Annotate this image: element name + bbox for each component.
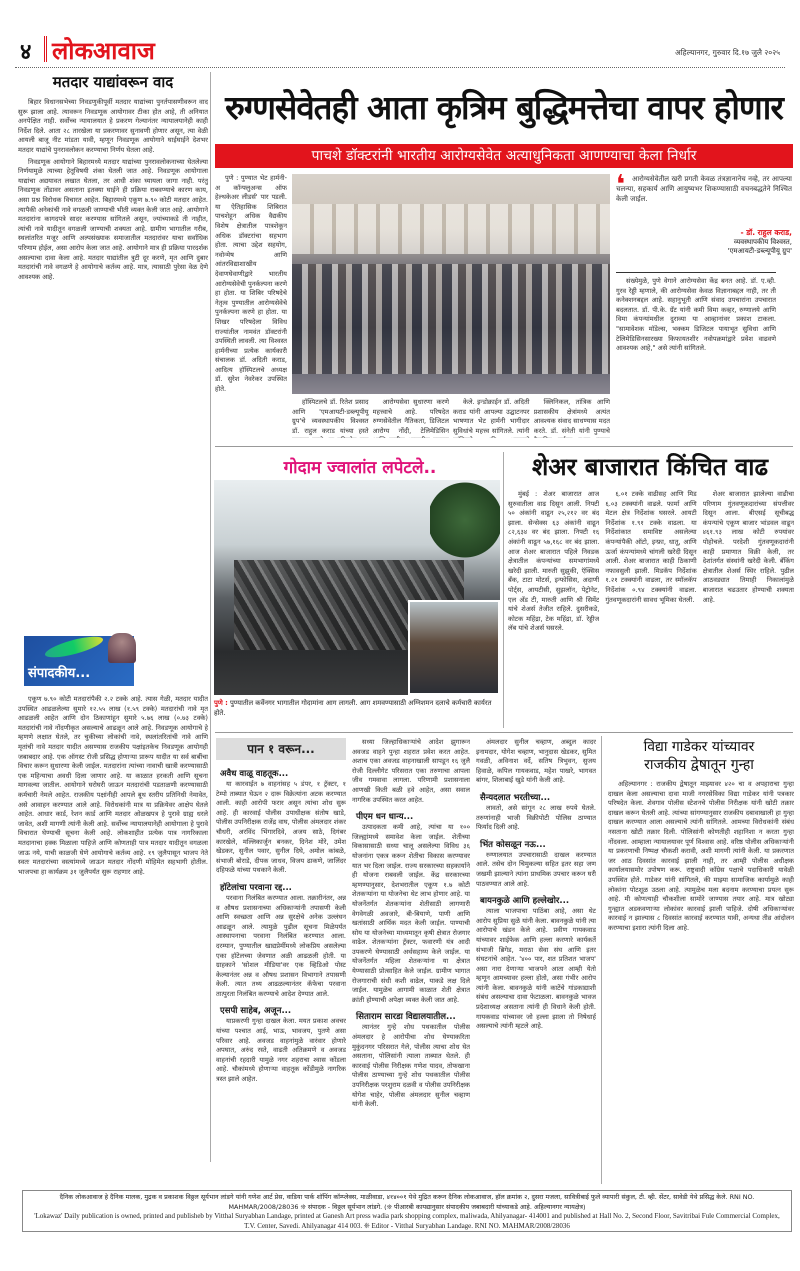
continued-title: पान १ वरून... <box>216 738 346 760</box>
paragraph: अहिल्यानगर : राजकीय द्वेषातून माझ्यावर ४२० चा व अपहाराचा गुन्हा दाखल केला असल्याचा दावा माजी नगरसेविका विद्या गाडेकर यांनी पत्रकार परिषदेत केला. शेवगाव पोलीस स्टेशनचे पोलीस निरीक्षक यांनी खोटी तक्रार दाखल करून घेतली आहे. त्यांच्या सांगण्यानुसार राजकीय दबावाखाली हा गुन्हा दाखल करण्यात आला असल्याचे त्यांनी सांगितले. आमच्या विरोधकांनी संबंध नसताना खोटी तक्रार दिली. पोलिसांनी कोणतीही शहानिशा न करता गुन्हा नोंदवला. आम्हाला न्यायालयावर पूर्ण विश्वास आहे. वरिष्ठ पोलीस अधिकाऱ्यांनी या प्रकरणाची निष्पक्ष चौकशी करावी, अशी मागणी त्यांनी केली. या प्रकरणात जर आठ दिवसांत कारवाई झाली नाही, तर आम्ही पोलीस अधीक्षक कार्यालयासमोर उपोषण करू. राष्ट्रवादी काँग्रेस पक्षाचे पदाधिकारी यावेळी उपस्थित होते. गाडेकर यांनी सांगितले, की माझ्या सामाजिक कार्यामुळे काही लोकांना पोटशूळ उठला आहे. त्यामुळेच मला बदनाम करण्याचा प्रयत्न सुरू आहे. मी कोणत्याही चौकशीला सामोरे जाण्यास तयार आहे. मात्र खोट्या गुन्ह्यात अडकवणाऱ्या लोकांवर कारवाई झाली पाहिजे. दोषी अधिकाऱ्यांवर कारवाई न झाल्यास ८ दिवसांत कारवाई करण्यात यावी, अन्यथा तीव्र आंदोलन करण्याचा इशारा त्यांनी दिला आहे. <box>608 780 794 932</box>
paragraph: निवडणूक आयोगाने बिहारमध्ये मतदार याद्यांच्या पुनरावलोकनाच्या घेतलेल्या निर्णयामुळे त्याच्या हेतूविषयी शंका घेतली जात आहे. निवडणूक आयोगाला याद्यांचा अद्ययावत लखात घेतला, तर आधी शंका घ्यायला जागा नाही. परंतु निवडणूक तोंडावर असताना इतक्या घाईने ही प्रक्रिया राबवण्याचे कारण काय, असा प्रश्न विरोधक विचारत आहेत. बिहारमध्ये एकूण ७.९० कोटी मतदार आहेत. त्यापैकी अनेकांची नावे वगळली जाण्याची भीती व्यक्त केली जात आहे. आयोगाने मतदारांना कागदपत्रे सादर करण्यास सांगितले असून, ज्यांच्याकडे ती नाहीत, त्यांची नावे यादीतून वगळली जाण्याची शक्यता आहे. ग्रामीण भागातील गरीब, स्थलांतरित मजूर आणि अल्पसंख्याक समाजातील मतदारांवर याचा सर्वाधिक परिणाम होईल, असा आरोप केला जात आहे. आयोगाने मात्र ही प्रक्रिया पारदर्शक असल्याचा दावा केला आहे. मतदार याद्यांतील त्रुटी दूर करणे, मृत आणि दुबार मतदारांची नावे वगळणे हे आयोगाचे कर्तव्य आहे. मात्र, त्यासाठी पुरेसा वेळ देणे आवश्यक आहे. <box>18 157 208 281</box>
main-headline: रुग्णसेवेतही आता कृत्रिम बुद्धिमत्तेचा वापर होणार <box>225 88 783 127</box>
section-text: परवाना निलंबित करण्यात आला. तक्रारीनंतर, अन्न व औषध प्रशासनाच्या अधिकाऱ्यांनी तपासणी केली आणि स्वच्छता आणि अन्न सुरक्षेचे अनेक उल्लंघन आढळून आले. त्यामुळे पुढील सूचना मिळेपर्यंत आस्थापनाचा परवाना निलंबित करण्यात आला. दरम्यान, पुण्यातील खाद्यप्रेमींमध्ये लोकप्रिय असलेल्या एका हॉटेलच्या जेवणात अळी आढळली होती. या ग्राहकाने 'सोशल मीडिया'वर एक व्हिडिओ पोस्ट केल्यानंतर अन्न व औषध प्रशासन विभागाने तपासणी केली. त्यात तथ्य आढळल्यानंतर कॅफेचा परवाना तात्पुरता निलंबित करण्याचे आदेश देण्यात आले. <box>216 893 346 998</box>
page-number: ४ <box>20 40 32 65</box>
quote-text: आरोग्यसेवेतील खरी प्रगती केवळ तंत्रज्ञानानेच नव्हे, तर आपल्या चलन्या, सहकार्य आणि आयुष्यभर शिकण्यासाठी वचनबद्धतेने निश्चित केली जाईल. <box>616 175 792 203</box>
section-text: रुग्णालयात उपचारासाठी दाखल करण्यात आले. तसेच दोन चिमुकल्या सहित इतर सहा जण जखमी झाल्याने त्यांना प्राथमिक उपचार करून घरी पाठवण्यात आले आहे. <box>476 850 596 888</box>
section-divider <box>215 732 793 733</box>
paragraph: पुणे : पुण्यात भेट हार्मनी-अ कॉन्फ्लुअन्स ऑफ हेल्थकेअर लीडर्स' पार पडली. या ऐतिहासिक शिबिरात पाचशेहून अधिक वैद्यकीय विशेष क्षेत्रातील पात्रशेकून अधिक डॉक्टरांचा सहभाग होता. त्याचा उद्देश सहयोग, नवोन्मेष आणि आंतरविद्याशाखीय देवाणघेवाणीद्वारे भारतीय आरोग्यसेवेची पुनर्कल्पना करणे हा होता. या शिबिर परिषदेचे नेतृत्व पुण्यातील आरोग्यसेवेचे पुनर्कल्पना करणे हा होता. या शिखर परिषदेला विविध राज्यांतील नामवंत डॉक्टरांनी उपस्थिती लावली. त्या विश्वस्त हार्मनीच्या प्रत्येक कार्यकारी संचालक डॉ. अदिती कराड, आदित्य हॉस्पिटलचे अध्यक्ष डॉ. सुरेश नेवरेकर उपस्थित होते. <box>215 174 287 394</box>
main-story-right-col <box>616 277 776 437</box>
fire-photo-caption <box>214 699 500 718</box>
main-story-col1 <box>215 174 287 436</box>
section-text: सध्या जिल्हाधिकाऱ्यांचे आदेश झुगारून अवजड वाहने पुन्हा शहरात प्रवेश करत आहेत. अशाच एका अवजड वाहनाखाली सापडून १६ जुलै रोजी दिल्लीगेट परिसरात एका तरुणाचा आपला जीव गमवावा लागला. परिणामी प्रशासनाला आणखी किती बळी हवे आहेत, असा सवाल नागरिक उपस्थित करत आहेत. <box>352 738 470 804</box>
quote-mark-icon: ❛ <box>616 170 626 200</box>
quote-author: - डॉ. राहुल कराड, <box>740 228 792 237</box>
dateline: अहिल्यानगर, गुरुवार दि.१७ जुलै २०२५ <box>675 48 780 57</box>
imprint-english: 'Lokawaz' Daily publication is owned, printed and publisheb by Vitthal Suryabhan Landage, printed at Ganesh Art press wadia park shopping complex, maliwada, Ahilyanagar- 414001 and published at Hall No. 2, Second Floor, Savitribai Fule Commercial Complex, T.V. Center, Savedi. Ahilyanagar 414 003. ❊ Editor - Vitthal Suryabhan Landage. RNI NO. MAHMAR/2008/28036 <box>34 1212 780 1230</box>
paragraph: बिहार विधानसभेच्या निवडणुकीपूर्वी मतदार याद्यांच्या पुनर्तपासणीवरून वाद सुरू झाला आहे. त्यावरून निवडणूक आयोगावर टीका होत आहे, ती अनियात अनपेक्षित नाही. सर्वोच्च न्यायालयात हे प्रकरण गेल्यानंतर न्यायालयानेही काही निर्देश दिले. आता २८ तारखेला या प्रकरणावर सुनावणी होणार असून, त्या वेळी आयली बाजू नीट मांडता यावी, म्हणून निवडणूक आयोगाने घाईघाईने देशभर मतदार याद्यांचे पुनरावलोकन करण्याचा निर्णय घेतला आहे. <box>18 98 208 154</box>
section-title: एसपी साहेब, अजून... <box>220 1006 292 1017</box>
section-text: या कारवाईत ७ वाहनांसह ५ डंपर, १ ट्रॅक्टर, १ टेम्पो ताब्यात घेऊन २ दारू विक्रेत्यांना अटक करण्यात आली. काही आरोपी फरार असून त्यांचा शोध सुरू आहे. ही कारवाई पोलीस उपाधीक्षक संतोष खाडे, पोलीस उपनिरीक्षक राजेंद्र वाघ, पोलीस अंमलदार शंकर चौधरी, अरविंद भिंगारदिवे, अजय साठे, दिगंबर कारखेले, मल्लिकार्जुन बनकर, दिनेश मोरे, उमेश खेडकर, सुनील पवार, सुनील दिघे, अमोल कांबळे, संभाजी बोराडे, दीपक जाधव, विजय ढाकणे, जालिंदर दहिफळे यांच्या पथकाने केली. <box>216 780 346 875</box>
masthead-rule <box>15 67 785 68</box>
section-divider <box>215 446 793 447</box>
section-title: बायनकुळे आणि हल्लेखोर... <box>480 896 570 907</box>
feather-icon <box>43 632 105 661</box>
main-story-col <box>373 398 450 438</box>
share-story-col <box>703 490 794 726</box>
left-story <box>18 72 208 1162</box>
inkpot-icon <box>108 633 136 663</box>
caption-place: पुणे : <box>214 699 228 707</box>
section-text: लावतो, असे सांगून २८ लाख रुपये घेतले. तरुणांनाही भाजी विक्रीपोटी पोलिस ठाण्यात फिर्याद दिली आहे. <box>476 803 596 832</box>
paragraph: मुंबई : शेअर बाजारात आज सुरुवातीला वाढ दिसून आली. निफ्टी ५० अंकांनी वाढून २५,२१२ वर बंद झाला. सेन्सेक्स ६३ अंकांनी वाढून ८२,६३४ वर बंद झाला. निफ्टी १६ अंकांनी वाढून ५७,१६८ वर बंद झाला. आज शेअर बाजारात पहिले निवडक क्षेत्रातील कंपन्यांच्या समभागांमध्ये खरेदी झाली. मारुती सुझुकी, ऍक्सिस बँक, टाटा मोटर्स, इन्फोसिस, अदाणी पोर्ट्स, आयटीसी, सुझलॉन, पेट्रोनेट, एल अँड टी, मारुती आणि श्री सिमेंट यांचे शेअर्स तेजीत राहिले. दुसरीकडे, कोटक महिंद्रा, टेक महिंद्रा, डॉ. रेड्डीज लॅब यांचे शेअर्स घसरले. <box>508 490 600 633</box>
imprint-footer <box>22 1190 792 1232</box>
paragraph: क्लिनिकल, तांत्रिक आणि प्रशासकीय क्षेत्रांमध्ये अत्यंत आवश्यक संवाद साधण्यास मदत करते. डॉ. संनेती यांनी पुण्याचे <box>533 398 610 435</box>
main-subheadline: पाचशे डॉक्टरांनी भारतीय आरोग्यसेवेत अत्याधुनिकता आणण्याचा केला निर्धार <box>215 144 793 168</box>
share-story-col <box>508 490 599 726</box>
caption-text: पुण्यातील कर्वेनगर भागातील गोदामांना आग लागली. आग शमवण्यासाठी अग्निशमन दलाचे कर्मचारी कार्यरत होते. <box>214 699 492 717</box>
left-story-body <box>18 98 208 633</box>
paragraph: केले. इन्डोक्राईन डॉ. अदिती कराड यांनी आपल्या उद्घाटनपर भाषणात भेट हार्मनी भागीदार सुविधांचे महत्त्व सांगितले. त्यांनी <box>453 398 530 435</box>
main-story-col <box>534 398 611 438</box>
paragraph: हॉस्पिटलचे डॉ. रितेश प्रसाद आणि 'एमआयटी-डब्ल्यूपीयू ग्रुप'चे व्यवस्थापकीय विश्वस्त डॉ. राहुल कराड यांच्या हस्ते <box>292 398 369 435</box>
paragraph: एकूण ७.९० कोटी मतदारांपैकी २.२ टक्के आहे. त्यास गेळी, मतदार यादीत उपस्थित आढळलेल्या सुमारे १२.५५ लाख (१.५९ टक्के) मतदारांची नावे मृत आढळली आहेत आणि दोन ठिकाणांहून सुमारे ५.७६ लाख (०.७३ टक्के) मतदारांची नावे नोंदणीकृत असल्याचे आढळून आले आहे. निवडणूक आयोगाचे हे म्हणणे लक्षात घेतले, तर चुकीच्या लोकांची नावे, स्थलांतरितांची नावे आणि मृतांची नावे मतदार यादीत असण्यास राजकीय पक्षांइतकेच निवडणूक आयोगही जबाबदार आहे. एक ऑगस्ट रोजी प्रसिद्ध होणाऱ्या प्रारूप यादीत या सर्व बाबींचा विचार करून सुधारणा केली जाईल. मतदारांना त्यांच्या नावाची खात्री करण्यासाठी एक महिन्याचा अवधी दिला जाणार आहे. या काळात हरकती आणि सूचना मागवल्या जातील. आयोगाने घरोघरी जाऊन मतदारांची पडताळणी करण्यासाठी कर्मचारी नेमले आहेत. राजकीय पक्षांनीही आपले बूथ स्तरीय प्रतिनिधी नेमावेत, असे आवाहन करण्यात आले आहे. विरोधकांनी मात्र या प्रक्रियेवर आक्षेप घेतले आहेत. आधार कार्ड, रेशन कार्ड आणि मतदार ओळखपत्र हे पुरावे ग्राह्य धरले जावेत, अशी मागणी त्यांनी केली आहे. सर्वोच्च न्यायालयानेही आयोगाला हे पुरावे विचारात घेण्याची सूचना केली आहे. लोकशाहीत प्रत्येक पात्र नागरिकाला मतदानाचा हक्क मिळाला पाहिजे आणि कोणताही पात्र मतदार यादीतून वगळला जाऊ नये, याची काळजी घेणे आयोगाचे कर्तव्य आहे. १९ जुलैपासून भाजप नेते स्वतः मतदारांच्या वस्त्यांमध्ये जाऊन मतदार नोंदणी मोहिमेत सहभागी होतील. भाजपचा हा कार्यक्रम ३१ जुलैपर्यंत सुरू राहणार आहे. <box>18 695 208 876</box>
section-text: त्यानंतर गुन्हे शोध पथकातील पोलीस अंमलदार हे आरोपीचा शोध घेण्याकरिता मुकुंदनगर परिसरात गेले, पोलीस त्याचा शोध घेत असताना, पोलिसांनी त्याला ताब्यात घेतले. ही कारवाई पोलीस निरीक्षक गणेश यादव, तोफखाना पोलीस ठाण्याच्या गुन्हे शोध पथकातील पोलीस उपनिरीक्षक परशुराम दळवी व पोलीस उपनिरीक्षक योगेश चाहेर, पोलीस अंमलदार सुनील चव्हाण यांनी केली. <box>352 1023 470 1109</box>
fireman-inset-photo <box>408 600 500 695</box>
paragraph: ६.०१ टक्के वाढीसह आणि मिड ६.०३ टक्क्यांनी वाढले. फार्मा आणि मेटल क्षेत्र निर्देशांक घसरले. आयटी निर्देशांक १.९१ टक्के वाढला. या निर्देशांकात समाविष्ट असलेल्या कंपन्यांपैकी ऑटो, इन्फ्रा, धातू, आणि ऊर्जा कंपन्यांमध्ये चांगली खरेदी दिसून आली. शेअर बाजारात काही ठिकाणी नफावसुली झाली. मिडकॅप निर्देशांक १.२१ टक्क्यांनी वाढला, तर स्मॉलकॅप निर्देशांक ०.९४ टक्क्यांनी वाढला. गुंतवणूकदारांनी सावध भूमिका घेतली. <box>605 490 697 604</box>
paragraph: आरोग्यसेवा सुधारणा करणे महत्त्वाचे आहे. परिषदेत रुग्णसेवेतील नैतिकता, डिजिटल आरोग्य नोंदी, टेलिमेडिसिन <box>372 398 449 435</box>
section-title: सिताराम सारडा विद्यालयातील... <box>356 1012 456 1023</box>
section-title: सैन्यदलात भरतीच्या... <box>480 792 551 803</box>
masthead-divider <box>44 36 47 62</box>
section-title: पीएम धन धान्य... <box>356 812 414 823</box>
section-title: हॉटेलांचा परवाना रद्द... <box>220 882 292 893</box>
share-headline: शेअर बाजारात किंचित वाढ <box>531 453 769 481</box>
left-story-body-continued <box>18 695 208 1155</box>
main-story-col <box>292 398 369 438</box>
vidya-story-body <box>608 780 794 1184</box>
share-story-col <box>605 490 696 726</box>
main-story-col <box>453 398 530 438</box>
pull-quote <box>616 170 792 270</box>
conference-photo <box>292 174 610 394</box>
imprint-marathi: दैनिक लोकआवाज हे दैनिक मालक, मुद्रक व प्रकाशक विठ्ठल सूर्यभान लांडगे यांनी गणेश आर्ट प्रेस, वाडिया पार्क शॉपिंग कॉम्प्लेक्स, माळीवाडा, ४१४००१ येथे मुद्रित करून दैनिक लोकआवाज, हॉल क्रमांक २, दुसरा मजला, सावित्रीबाई फुले व्यापारी संकुल, टी. व्ही. सेंटर, सावेडी येथे प्रसिद्ध केले. RNI NO. MAHMAR/2008/28036 ❊ संपादक - विठ्ठल सूर्यभान लांडगे. (❊ पीआरबी कायद्यानुसार संपादकीय जबाबदारी यांच्याकडे आहे. अहिल्यानगर न्यायक्षेत्र) <box>59 1193 755 1211</box>
editorial-badge-label: संपादकीय... <box>28 666 91 681</box>
quote-org: 'एमआयटी-डब्ल्यूपीयू ग्रुप' <box>727 247 792 255</box>
section-text: उत्पादकता कमी आहे, त्यांचा या १०० जिल्ह्यांमध्ये समावेश केला जाईल. शेतीच्या विकासासाठी सध्या चालू असलेल्या विविध ३६ योजनांना एकत्र करून शेतीचा विकास करण्यावर यात भर दिला जाईल. राज्य सरकारच्या सहकार्याने ही योजना राबवली जाईल. केंद्र सरकारच्या म्हणण्यानुसार, देशभरातील एकूण १.७ कोटी शेतकऱ्यांना या योजनेचा थेट लाभ होणार आहे. या योजनेंतर्गत शेतकऱ्यांना शेतीसाठी लागणारी वेगवेगळी अवजारे, बी-बियाणे, पाणी आणि खतांसाठी आर्थिक मदत केली जाईल. पाण्याची सोय या योजनेच्या माध्यमातून कृषी क्षेत्रात रोजगार वाढेल. शेतकऱ्यांना ट्रॅक्टर, फवारणी यंत्र आदी उपकरणे घेण्यासाठी अर्थसहाय्य केले जाईल. या योजनेंतर्गत महिला शेतकऱ्यांना या क्षेत्रात येण्यासाठी प्रोत्साहित केले जाईल. ग्रामीण भागात रोजगाराची संधी कशी वाढेल, याकडे लक्ष दिले जाईल. यामुळेच आगामी काळात शेती क्षेत्रात क्रांती होण्याची अपेक्षा व्यक्त केली जात आहे. <box>352 823 470 1004</box>
headline-line: राजकीय द्वेषातून गुन्हा <box>644 757 754 773</box>
section-title: भिंत कोसळून नऊ... <box>480 839 546 850</box>
vidya-headline <box>604 738 794 774</box>
paragraph: शेअर बाजारात झालेल्या वाढीचा परिणाम गुंतवणूकदारांच्या संपत्तीवर दिसून आला. बीएसई सूचीबद्ध कंपन्यांचे एकूण बाजार भांडवल वाढून ४६१.९३ लाख कोटी रुपयांवर पोहोचले. परदेशी गुंतवणूकदारांनी काही प्रमाणात विक्री केली, तर देशांतर्गत संस्थांनी खरेदी केली. बँकिंग क्षेत्रातील शेअर्स स्थिर राहिले. पुढील आठवड्यात तिमाही निकालांमुळे बाजारात चढउतार होण्याची शक्यता आहे. <box>702 490 794 604</box>
section-text: याप्रकरणी गुन्हा दाखल केला. मयत प्रकाश अवचर यांच्या पश्चात आई, भाऊ, भावजय, पुतणे असा परिवार आहे. अवजड वाहनांमुळे वारंवार होणारे अपघात, अरुंद रस्ते, वाढती अतिक्रमणे व अवजड वाहनांची रहदारी यामुळे नगर शहराचा श्वास कोंडला आहे. चौकांमध्ये होणाऱ्या वाहतूक कोंडीमुळे नागरिक त्रस्त झाले आहेत. <box>216 1017 346 1084</box>
headline-line: विद्या गाडेकर यांच्यावर <box>643 739 755 755</box>
quote-role: व्यवस्थापकीय विश्वस्त, <box>733 238 792 246</box>
godown-headline: गोदाम ज्वालांत लपेटले.. <box>283 458 437 478</box>
section-title: अवैध वाळू वाहतूक... <box>220 769 289 779</box>
left-story-headline: मतदार याद्यांवरून वाद <box>52 73 174 91</box>
logo: लोकआवाज <box>52 37 155 65</box>
paragraph: संख्येमुळे, पुणे वेगाने आरोग्यसेवा केंद्र बनत आहे. डॉ. ए.व्ही. गुरव रेड्डी म्हणाले, की आरोग्यसेवा केवळ विज्ञानाबद्दल नाही, तर ती कनेक्शनबद्दल आहे. सहानुभूती आणि संवाद उपचारांना उपचारात बदलतात. डॉ. पी.के. ग्रँट यांनी कमी विमा कव्हर, रुग्णालये आणि विमा कंपन्यांमधील दुराव्या या आव्हानांवर प्रकाश टाकला. "सामावेशक मॉडेल्स, भक्कम डिजिटल पायाभूत सुविधा आणि टेलिमेडिसिनसारख्या किफायतशीर नवोपक्रमांद्वारे प्रवेश वाढवणे आवश्यक आहे," असे त्यांनी सांगितले. <box>616 277 776 353</box>
section-text: अंमलदार सुनील चव्हाण, अब्दुल कादर इनामदार, योगेश चव्हाण, भानुदास खेडकर, सुमित गवळी, अविनाश वर्दे, सतिष त्रिभुवन, सुजय हिवाळे, कपिल गायकवाड, महेश पाखरे, भागवत बांगर, शिलाबाई खुडे यांनी केली आहे. <box>476 738 596 785</box>
section-text: त्याला भाजपाचा पाठिंबा आहे, असा थेट आरोप सुप्रिया सुळे यांनी केला. बावनकुळे यांनी त्या आरोपाचे खंडन केले आहे. प्रवीण गायकवाड यांच्यावर शाईफेक आणि हल्ला करणारे कार्यकर्ते संभाजी ब्रिगेड, मराठा सेवा संघ आणि इतर संघटनांचे आहेत. '४०० पार, शत प्रतिशत भाजप' असा नारा देणाऱ्या भाजपने आता आम्ही येतो म्हणून आमच्यावर हल्ला होतो, असा गंभीर आरोप त्यांनी केला. बावनकुळे यांनी काटेंचे गांडकाद्याशी संबंध असल्याचा दावा फेटाळला. बावनकुळे भावज प्रदेशाध्यक्ष असताना त्यांनी ही विधाने केली होती. गायकवाड यांच्यावर जो हल्ला झाला तो निषेधार्ह असल्याचे त्यांनी म्हटले आहे. <box>476 907 596 1031</box>
